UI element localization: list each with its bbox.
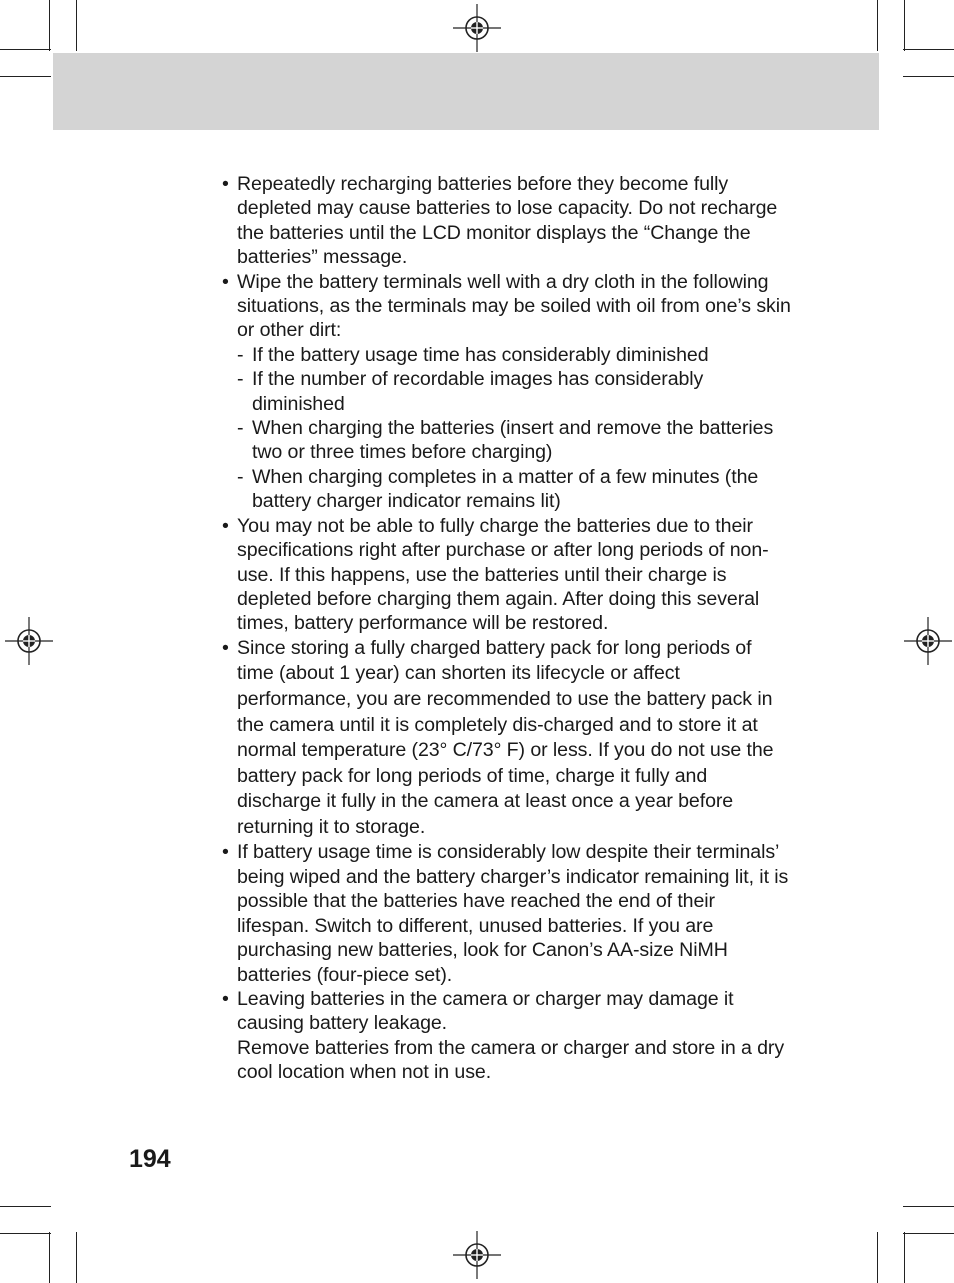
sub-item [237, 343, 792, 367]
bullet-item-full-charge [222, 514, 792, 636]
crop-mark-bottom-left-h2 [0, 1233, 51, 1234]
crop-mark-top-left-h [0, 49, 51, 50]
header-band [53, 53, 879, 130]
sub-item [237, 416, 792, 465]
crop-mark-bottom-left-v [49, 1232, 50, 1283]
battery-notes [222, 172, 792, 1085]
bullet-text: Repeatedly recharging batteries before they become fully depleted may cause batteries to lose capacity. Do not recharge the batteries until the LCD monitor displays the “Change the batteries” message. [237, 173, 778, 269]
crop-mark-bottom-right-v2 [904, 1232, 905, 1283]
sub-item [237, 465, 792, 514]
sub-item-text: When charging the batteries (insert and remove the batteries two or three times before charging) [252, 417, 774, 464]
bullet-item-lifespan [222, 840, 792, 986]
sub-item-text: When charging completes in a matter of a few minutes (the battery charger indicator remains lit) [252, 465, 759, 513]
sub-item-text: If the number of recordable images has considerably diminished [252, 368, 704, 415]
crop-mark-top-left-v2 [76, 0, 77, 51]
crop-mark-top-right-v [877, 0, 878, 51]
sub-item [237, 367, 792, 416]
sub-list [237, 343, 792, 514]
crop-mark-bottom-left-h [0, 1206, 51, 1207]
bullet-text: Leaving batteries in the camera or charger may damage it causing battery leakage. [237, 987, 734, 1035]
bullet-item-recharging [222, 172, 792, 270]
bullet-mark: • [222, 514, 229, 537]
bullet-text: You may not be able to fully charge the batteries due to their specifications right after purchase or after long periods of non-use. If this happens, use the batteries until their charge is depleted before charging them again. After doing this several times, battery performance will be restored. [237, 514, 769, 635]
dash-mark: - [237, 343, 244, 366]
bullet-item-leakage [222, 987, 792, 1085]
crop-mark-bottom-left-v2 [76, 1232, 77, 1283]
sub-item-text: If the battery usage time has considerably diminished [252, 343, 709, 366]
bullet-text: If battery usage time is considerably low despite their terminals’ being wiped and the battery charger’s indicator remaining lit, it is possible that the batteries have reached the end of their lifespan. Switch to different, unused batteries. If you are purchasing new batteries, look for Canon’s AA-size NiMH batteries (four-piece set). [237, 841, 789, 986]
dash-mark: - [237, 417, 244, 440]
page-number: 194 [129, 1145, 171, 1173]
bullet-mark: • [222, 841, 229, 864]
crop-mark-top-right-v2 [904, 0, 905, 51]
bullet-text: Wipe the battery terminals well with a dry cloth in the following situations, as the terminals may be soiled with oil from one’s skin or other dirt: [237, 270, 791, 342]
registration-mark-left-icon [5, 617, 53, 665]
registration-mark-right-icon [904, 617, 952, 665]
crop-mark-top-right-h2 [903, 76, 954, 77]
crop-mark-bottom-right-h2 [903, 1233, 954, 1234]
bullet-extra-text: Remove batteries from the camera or charger and store in a dry cool location when not in use. [237, 1036, 785, 1084]
crop-mark-top-left-v [49, 0, 50, 51]
bullet-mark: • [222, 270, 229, 293]
bullet-mark: • [222, 173, 229, 195]
dash-mark: - [237, 465, 244, 488]
bullet-text: Since storing a fully charged battery pack for long periods of time (about 1 year) can shorten its lifecycle or affect performance, you are recommended to use the battery pack in the camera until it is completely dis-charged and to store it at normal temperature (23° C/73° F) or less. If you do not use the battery pack for long periods of time, charge it fully and discharge it fully in the camera at least once a year before returning it to storage. [237, 636, 774, 838]
crop-mark-top-left-h2 [0, 76, 51, 77]
registration-mark-top-icon [453, 4, 501, 52]
registration-mark-bottom-icon [453, 1231, 501, 1279]
bullet-mark: • [222, 636, 229, 659]
bullet-mark: • [222, 987, 229, 1010]
dash-mark: - [237, 368, 244, 391]
bullet-item-wipe-terminals [222, 270, 792, 514]
crop-mark-bottom-right-v [877, 1232, 878, 1283]
crop-mark-top-right-h [903, 49, 954, 50]
crop-mark-bottom-right-h [903, 1206, 954, 1207]
bullet-item-storage [222, 636, 792, 841]
